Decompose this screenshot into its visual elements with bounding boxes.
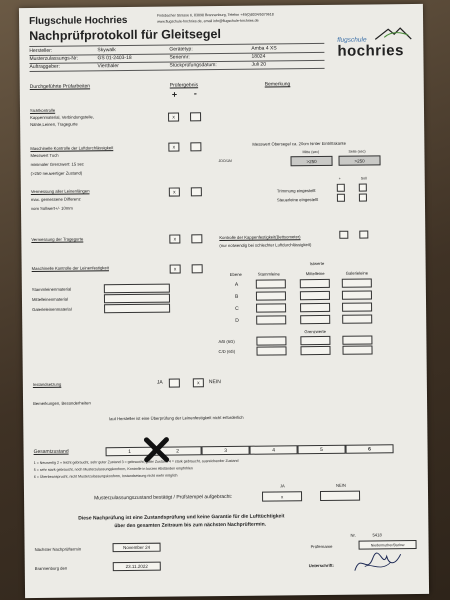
luft-plus-checkbox[interactable]: x [168, 142, 179, 151]
luft-minus-checkbox[interactable] [190, 142, 201, 151]
nr-value: 5418 [372, 532, 382, 538]
trag-minus-checkbox[interactable] [191, 234, 202, 243]
grenz-ab-stamm[interactable] [256, 336, 286, 345]
address-line: Fintsbacher Strasse 6, 83098 Brannenburg, Telefon +49(0)8034/5079618 [156, 12, 274, 18]
approval-nein-box[interactable] [320, 491, 360, 501]
instand-label: Instandsetzung [32, 381, 62, 388]
istwerte-label: Istwerte [309, 260, 325, 267]
info-label-stueckpruefung: Stückprüfungsdatum: [169, 62, 217, 69]
luft-sub1: Messwert Tuch [30, 152, 59, 159]
col-mittel-label: Mittelleine [305, 270, 325, 277]
verm-plus-checkbox[interactable]: x [169, 187, 180, 196]
approval-ja-label: JA [279, 483, 285, 489]
luft-seite-label: Seite (sec) [348, 149, 366, 154]
approval-ja-box[interactable]: x [262, 491, 302, 501]
trag-plus-checkbox[interactable]: x [169, 234, 180, 243]
sicht-title: Sichtkontrolle [29, 107, 56, 114]
column-plus: + [171, 89, 178, 100]
leinen-minus-checkbox[interactable] [192, 264, 203, 273]
gesamt-legend2: 5 = sehr stark gebraucht, noch Musterzulassungskonform, Kontrolle in kurzen Abständen empfohlen [33, 466, 193, 473]
gesamt-scale-1[interactable]: 1 [106, 447, 154, 457]
ist-b-stamm[interactable] [256, 291, 286, 300]
info-value-auftraggeber: Vierthaler [97, 63, 119, 70]
disclaimer-line1: Diese Nachprüfung ist eine Zustandsprüfung und keine Garantie für die Lufttüchtigkeit [78, 513, 285, 522]
ist-c-galerie[interactable] [342, 302, 372, 311]
luft-remark: Messwert Obersegel ca. 20cm hinter Eintrittskante [252, 140, 346, 147]
verm-soll-label: Soll [360, 176, 367, 181]
ist-a-galerie[interactable] [342, 278, 372, 287]
trag-remark2: (nur notwendig bei schlechter Luftdurchlässigkeit) [219, 242, 312, 249]
ist-d-stamm[interactable] [256, 315, 286, 324]
gesamt-label: Gesamtzustand [33, 448, 69, 456]
disclaimer-line2: über den gesamten Zeitraum bis zum nächsten Nachprüftermin. [114, 521, 267, 530]
info-value-seriennr: 18024 [251, 53, 266, 60]
grenz-ab-label: A/B (6G) [218, 338, 235, 345]
verm-plus-label: + [338, 176, 341, 181]
gesamt-legend3: 6 = Überbeansprucht, nicht Musterzulassungskonform, Instandsetzung nicht mehr möglich [33, 473, 178, 480]
verm-minus-checkbox[interactable] [191, 187, 202, 196]
luft-jdo-label: JDO/JAI [218, 158, 232, 164]
col-galerie-label: Galerieleine [345, 270, 369, 276]
column-minus: - [193, 88, 197, 99]
grenzwerte-label: Grenzwerte [304, 328, 327, 335]
luft-sub2: minimaler Grenzwert: 15 sec [30, 161, 84, 168]
verm-sub1: max. gemessene Differenz [30, 196, 81, 203]
signature-scribble [351, 548, 403, 579]
luft-seite-value[interactable]: >250 [338, 155, 380, 165]
gesamt-scale-6[interactable]: 6 [346, 444, 394, 454]
info-value-stueckpruefung: Juli 20 [251, 61, 267, 68]
column-result: Prüfergebnis [169, 82, 199, 89]
info-rule-3 [30, 68, 325, 72]
grenz-cd-label: C/D (6G) [218, 348, 236, 355]
sicht-sub1: Kappenmaterial, Verbindungsteile, [30, 114, 94, 121]
level-a: A [234, 281, 239, 288]
grenz-ab-mittel[interactable] [300, 336, 330, 345]
mat-galerie-field[interactable] [104, 304, 170, 314]
logo-main-text: hochries [337, 42, 405, 60]
ist-a-stamm[interactable] [256, 279, 286, 288]
school-name: Flugschule Hochries [29, 14, 128, 28]
kappe-minus-box[interactable] [359, 230, 368, 238]
level-d: D [235, 317, 239, 324]
luft-mitte-value[interactable]: >250 [290, 156, 332, 166]
approval-nein-label: NEIN [335, 482, 346, 488]
info-label-musterzulassung: Musterzulassungs-Nr: [29, 55, 79, 63]
gesamt-legend1: 1 = Neuwertig 2 = leicht gebraucht, sehr guter Zustand 3 = gebraucht, guter Zustand 4 = stark gebraucht, ausreichender Zustand [33, 458, 239, 466]
gesamt-scale-3[interactable]: 3 [202, 446, 250, 456]
info-label-seriennr: Seriennr: [169, 54, 190, 61]
mat-galerie-label: Galerieleinenmaterial [32, 306, 72, 313]
gesamt-scale-4[interactable]: 4 [250, 445, 298, 455]
next-label: Nächster Nachprüftermin [34, 546, 82, 552]
remarks-label: Bemerkungen, Besonderheiten [33, 400, 91, 407]
trag-title: Vermessung der Tragegurte [31, 236, 84, 243]
verm-trim-plus-box[interactable] [337, 184, 345, 192]
kappe-plus-box[interactable] [339, 231, 348, 239]
grenz-ab-galerie[interactable] [342, 335, 372, 344]
instand-nein-label: NEIN [208, 379, 221, 386]
page-title: Nachprüfprotokoll für Gleitsegel [29, 27, 221, 44]
luft-mitte-label: Mitte (sec) [302, 149, 320, 155]
ist-c-mittel[interactable] [300, 303, 330, 312]
verm-steuer-soll-box[interactable] [359, 193, 367, 201]
grenz-cd-stamm[interactable] [256, 346, 286, 355]
ist-d-galerie[interactable] [342, 314, 372, 323]
info-value-geraetetyp: Amba 4 XS [251, 45, 277, 52]
pruefer-value[interactable]: Niedermuther/Barlow [359, 540, 417, 550]
ist-b-galerie[interactable] [342, 290, 372, 299]
mat-mittel-field[interactable] [104, 294, 170, 304]
sicht-minus-checkbox[interactable] [190, 112, 201, 121]
level-c: C [235, 305, 239, 312]
verm-steuer-plus-box[interactable] [337, 194, 345, 202]
mat-mittel-label: Mittelleinenmaterial [31, 296, 69, 303]
info-label-hersteller: Hersteller: [29, 47, 53, 55]
info-value-hersteller: Skywalk [97, 47, 116, 54]
pruefer-label: Prüfername [310, 543, 333, 550]
verm-remark2: Steuerleine eingestellt [276, 197, 319, 203]
level-b: B [234, 293, 239, 300]
leinen-plus-checkbox[interactable]: x [170, 264, 181, 273]
trag-remark1: Kontrolle der Kappenfestigkeit(Bettsometer) [219, 234, 301, 241]
verm-sub2: vom Sollwert+/- 10mm [30, 205, 73, 212]
grenz-cd-galerie[interactable] [342, 345, 372, 354]
instand-ja-checkbox[interactable] [169, 378, 180, 387]
column-remark: Bemerkung [264, 81, 291, 88]
info-label-auftraggeber: Auftraggeber: [29, 63, 60, 71]
grenz-cd-mittel[interactable] [300, 346, 330, 355]
signature-label: Unterschrift: [308, 562, 334, 569]
sicht-sub2: Nähte,Leinen, Tragegurte [30, 121, 78, 128]
ist-c-stamm[interactable] [256, 303, 286, 312]
verm-title: Vermessung aller Leinenlängen [30, 188, 90, 195]
gesamt-scale-5[interactable]: 5 [298, 445, 346, 455]
leinen-title: Maschinelle Kontrolle der Leinenfestigkeit [31, 265, 109, 272]
luft-sub3: (>250 neuwertiger Zustand) [30, 170, 83, 177]
approval-label: Musterzulassungszustand bestätigt / Prüfstempel aufgebracht: [94, 493, 233, 502]
inspection-sheet [19, 4, 429, 598]
info-value-musterzulassung: GS 01-2403-18 [97, 54, 132, 62]
mat-stamm-label: Stammleinenmaterial [31, 286, 72, 293]
ist-d-mittel[interactable] [300, 315, 330, 324]
web-line: www.flugschule-hochries.de, email info@flugschule-hochries.de [157, 18, 259, 24]
instand-ja-label: JA [156, 379, 163, 386]
verm-trim-soll-box[interactable] [359, 183, 367, 191]
next-value[interactable]: November 24 [113, 543, 161, 553]
gesamt-scale-2[interactable]: 2 [154, 446, 202, 456]
sicht-plus-checkbox[interactable]: x [168, 112, 179, 121]
mat-stamm-field[interactable] [104, 284, 170, 294]
place-value[interactable]: 23.11.2022 [113, 562, 161, 572]
verm-remark1: Trimmung eingestellt [276, 188, 316, 194]
logo-top-text: flugschule [337, 36, 367, 44]
info-label-geraetetyp: Gerätetyp: [169, 46, 193, 53]
ist-a-mittel[interactable] [300, 279, 330, 288]
luft-title: Maschinelle Kontrolle der Luftdurchlässigkeit [30, 145, 114, 152]
remarks-text: laut Hersteller ist eine Überprüfung der Leinenfestigkeit nicht erforderlich [109, 414, 244, 422]
column-work: Durchgeführte Prüfarbeiten [29, 83, 91, 91]
col-stamm-label: Stammleine [257, 271, 280, 277]
ist-b-mittel[interactable] [300, 291, 330, 300]
ebene-label: Ebene [229, 271, 242, 277]
instand-nein-checkbox[interactable]: x [193, 378, 204, 387]
nr-label: Nr. [350, 532, 356, 538]
logo-mountain-icon [374, 26, 412, 40]
place-label: Brannenburg den [34, 565, 68, 571]
